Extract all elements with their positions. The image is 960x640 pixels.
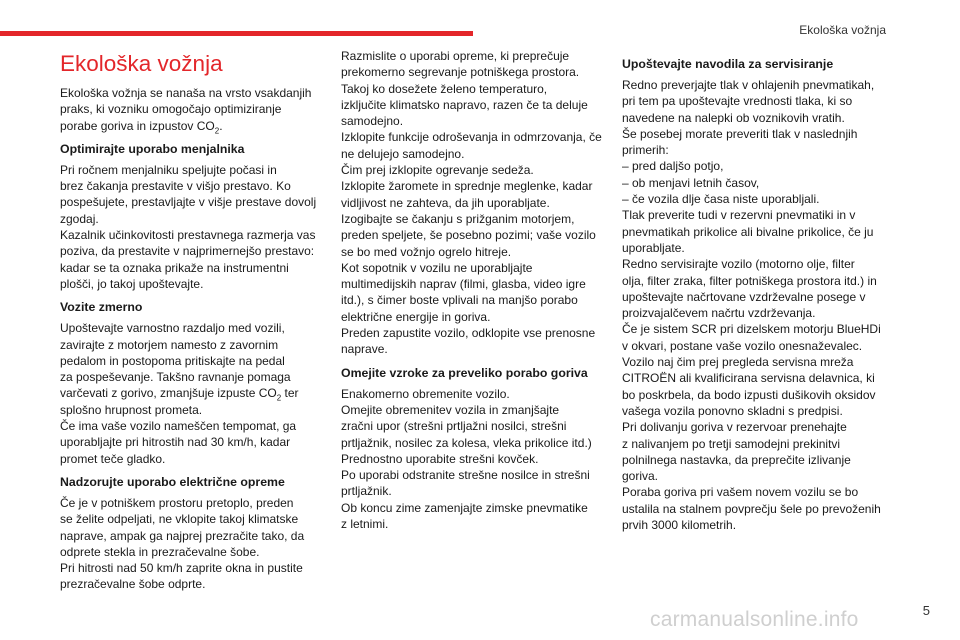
- section-text-electric: Če je v potniškem prostoru pretoplo, preden se želite odpeljati, ne vklopite takoj klimatske naprave, ampak ga najprej prezračite tako, da odprete stekla in prezračevalne šobe. Pri hitrosti nad 50 km/h zaprite okna in pustite prezračevalne šobe odprte.: [60, 495, 305, 592]
- column-3: [622, 48, 888, 533]
- header-title: Ekološka vožnja: [799, 23, 886, 37]
- intro-text: Ekološka vožnja se nanaša na vrsto vsakdanjih praks, ki vozniku omogočajo optimiziranje porabe goriva in izpustov CO: [60, 86, 312, 133]
- section-text-drive: [60, 320, 322, 467]
- section-text-service: Redno preverjajte tlak v ohlajenih pnevmatikah, pri tem pa upoštevajte vrednosti tlaka, ki so navedene na nalepki ob voznikovih vratih. Še posebej morate preveriti tlak v naslednjih primerih: – pred daljšo potjo, – ob menjavi letnih časov, – če vozila dlje časa niste uporabljali. Tlak preverite tudi v rezervni pnevmatiki in v pnevmatikah prikolice ali bivalne prikolice, če ju uporabljate. Redno servisirajte vozilo (motorno olje, filter olja, filter zraka, filter potniškega prostora itd.) in upoštevajte načrtovane vzdrževalne posege v proizvajalčevem načrtu vzdrževanja. Če je sistem SCR pri dizelskem motorju BlueHDi v okvari, postane vaše vozilo onesnaževalec. Vozilo naj čim prej pregleda servisna mreža CITROËN ali kvalificirana servisna delavnica, ki bo poskrbela, da bodo izpusti dušikovih oksidov vašega vozila ponovno skladni s predpisi. Pri dolivanju goriva v rezervoar prenehajte z nalivanjem po tretji samodejni prekinitvi polnilnega nastavka, da preprečite izlivanje goriva. Poraba goriva pri vašem novem vozilu se bo ustalila na stalnem povprečju šele po prevoženih prvih 3000 kilometrih.: [622, 78, 881, 533]
- intro-paragraph: [60, 85, 322, 134]
- section-heading-service: Upoštevajte navodila za servisiranje: [622, 57, 834, 71]
- page-number: 5: [922, 603, 930, 618]
- column-1: [60, 48, 322, 593]
- intro-end: .: [219, 118, 223, 133]
- section-heading-consumption: Omejite vzroke za preveliko porabo goriva: [341, 365, 588, 380]
- section-text-gearbox: Pri ročnem menjalniku speljujte počasi in brez čakanja prestavite v višjo prestavo. Ko pospešujete, prestavljajte v višje prestave dovolj zgodaj. Kazalnik učinkovitosti prestavnega razmerja vas poziva, da prestavite v najprimernejšo prestavo: kadar se ta oznaka prikaže na instrumentni plošči, jo takoj upoštevajte.: [60, 162, 317, 291]
- drive-subscript: 2: [276, 393, 282, 403]
- column-2: [341, 48, 603, 532]
- section-heading-electric: Nadzorujte uporabo električne opreme: [60, 474, 285, 489]
- watermark: carmanualsonline.info: [650, 608, 859, 631]
- drive-text-b: ter splošno hrupnost prometa. Če ima vaše vozilo nameščen tempomat, ga uporabljajte pri hitrostih nad 30 km/h, kadar promet teče gladko.: [60, 386, 299, 466]
- equipment-paragraph: Razmislite o uporabi opreme, ki preprečuje prekomerno segrevanje potniškega prostora. Takoj ko dosežete želeno temperaturo, izključite klimatsko napravo, razen če ta deluje samodejno. Izklopite funkcije odroševanja in odmrzovanja, če ne delujejo samodejno. Čim prej izklopite ogrevanje sedeža. Izklopite žaromete in sprednje meglenke, kadar vidljivost ne zahteva, da jih uporabljate. Izogibajte se čakanju s prižganim motorjem, preden speljete, še posebno pozimi; vaše vozilo se bo med vožnjo ogrelo hitreje. Kot sopotnik v vozilu ne uporabljajte multimedijskih naprav (filmi, glasba, video igre itd.), s čimer boste vplivali na manjšo porabo električne energije in goriva. Preden zapustite vozilo, odklopite vse prenosne naprave.: [341, 49, 602, 357]
- page-title: Ekološka vožnja: [60, 51, 223, 76]
- intro-subscript: 2: [214, 125, 220, 135]
- section-text-consumption: Enakomerno obremenite vozilo. Omejite obremenitev vozila in zmanjšajte zračni upor (strešni prtljažni nosilci, strešni prtljažnik, nosilec za kolesa, vleka prikolice itd.) Prednostno uporabite strešni kovček. Po uporabi odstranite strešne nosilce in strešni prtljažnik. Ob koncu zime zamenjajte zimske pnevmatike z letnimi.: [341, 386, 592, 532]
- section-heading-drive: Vozite zmerno: [60, 300, 143, 315]
- drive-text-a: Upoštevajte varnostno razdaljo med vozili, zavirajte z motorjem namesto z zavornim pedalom in postopoma pritiskajte na pedal za pospeševanje. Takšno ravnanje pomaga varčevati z gorivo, zmanjšuje izpuste CO: [60, 321, 291, 401]
- section-heading-gearbox: Optimirajte uporabo menjalnika: [60, 141, 245, 156]
- header-accent-bar: [0, 31, 473, 36]
